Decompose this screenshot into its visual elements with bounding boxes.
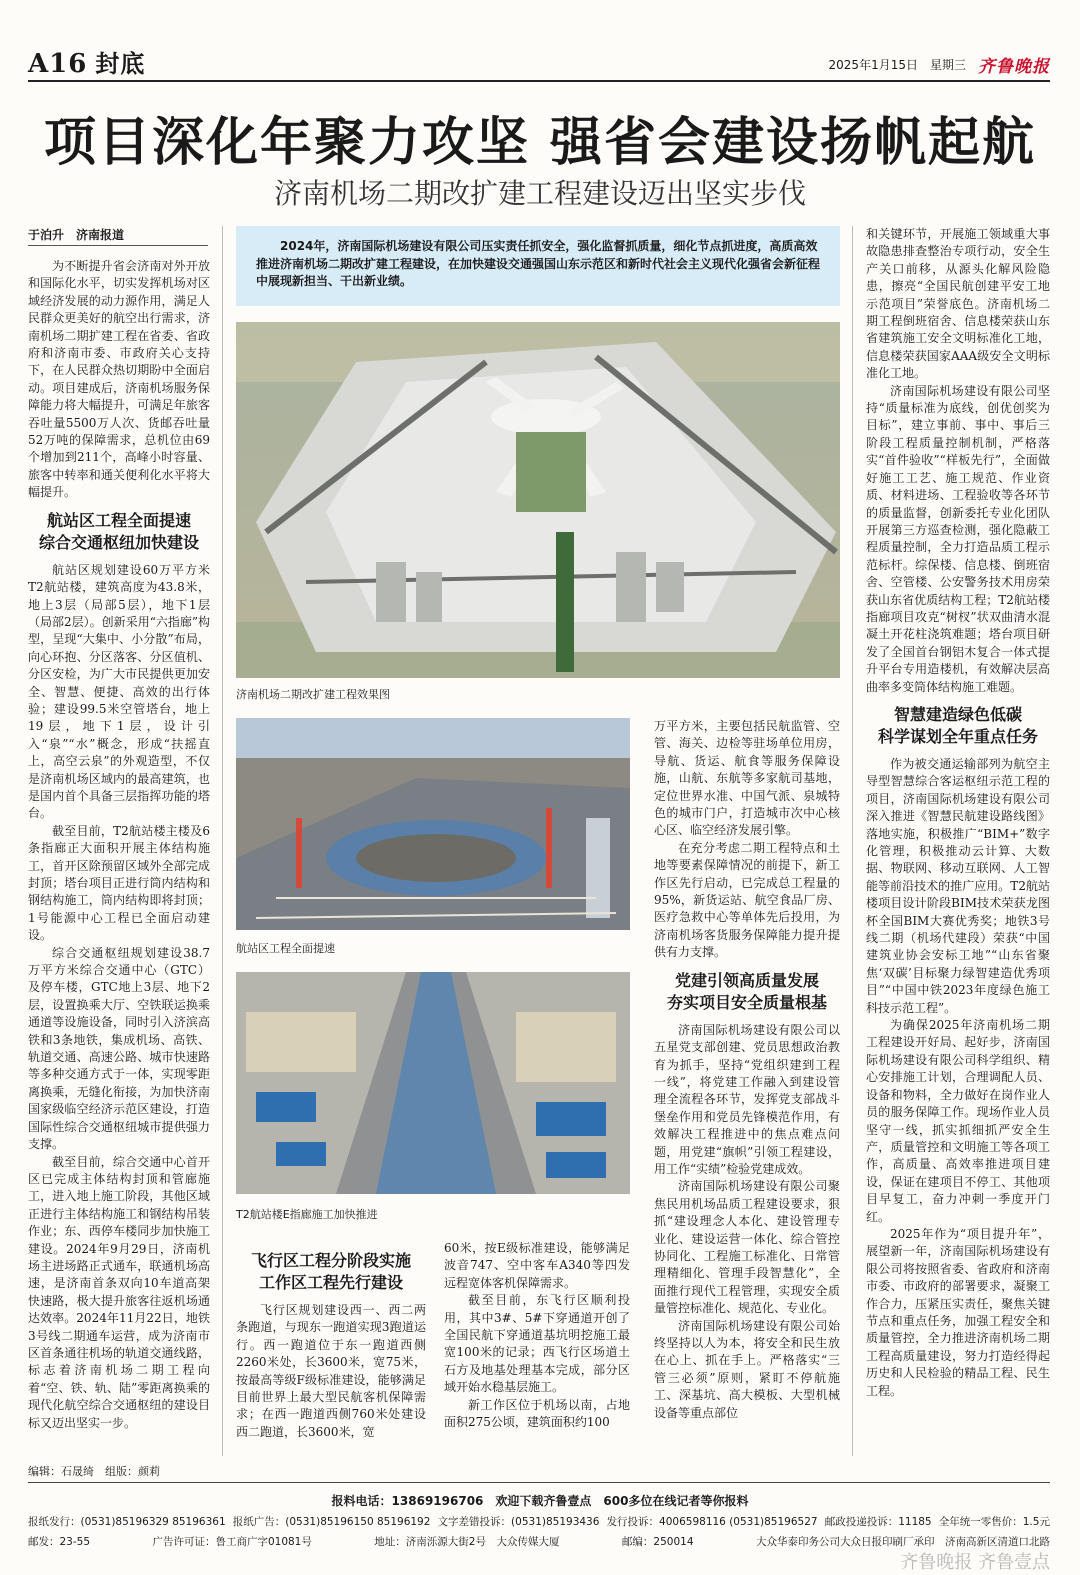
footer-item: 发行投诉：4006598116 (0531)85196527	[606, 1516, 818, 1528]
column-2	[236, 1250, 426, 1441]
paragraph: 济南国际机场建设有限公司始终坚持以人为本，将安全和民生放在心上、抓在手上。严格落实“三管三必须”原则，紧盯不停航施工、深基坑、高大模板、大型机械设备等重点部位	[654, 1318, 840, 1420]
page-number	[28, 44, 145, 79]
issue-date: 2025年1月15日	[828, 58, 918, 72]
page-label: A16	[28, 49, 88, 79]
footer-item: 广告许可证：鲁工商广字01081号	[152, 1536, 312, 1548]
paragraph: 截至目前，东飞行区顺利投用，其中3#、5#下穿通道开创了全国民航下穿通道基坑明挖施工最宽100米的记录；西飞行区场道土石方及地基处理基本完成，部分区域开始水稳基层施工。	[444, 1293, 630, 1395]
watermark: 齐鲁晚报 齐鲁壹点	[900, 1552, 1050, 1573]
photo-caption: 航站区工程全面提速	[236, 942, 335, 955]
issue-weekday: 星期三	[929, 58, 966, 72]
header-rule	[28, 80, 1050, 82]
e-concourse-photo	[236, 972, 630, 1194]
paragraph: 济南国际机场建设有限公司以五星党支部创建、党员思想政治教育为抓手，坚持“党组织建到工程一线”，将党建工作融入到建设管理全流程各环节，发挥党支部战斗堡垒作用和党员先锋模范作用，有效解决工程推进中的焦点难点问题，用党建“旗帜”引领工程建设，用工作“实绩”检验党建成效。	[654, 1022, 840, 1176]
headline: 项目深化年聚力攻坚 强省会建设扬帆起航	[43, 112, 1037, 173]
paragraph: 飞行区规划建设西一、西二两条跑道，与现东一跑道实现3跑道运行。西一跑道位于东一跑道西侧2260米处，长3600米，宽75米，按最高等级F级标准建设，能够满足目前世界上最大型民航客机保障需求；在西一跑道西侧760米处建设西二跑道，长3600米，宽	[236, 1303, 426, 1439]
paragraph: 作为被交通运输部列为航空主导型智慧综合客运枢纽示范工程的项目，济南国际机场建设有限公司深入推进《智慧民航建设路线图》落地实施，积极推广“BIM+”数字化管理，积极推动云计算、大数据、物联网、移动互联网、人工智能等前沿技术的推广应用。T2航站楼项目设计阶段BIM技术荣获龙图杯全国BIM大赛优秀奖；地铁3号线二期（机场代建段）荣获“中国建筑业协会安标工地”“山东省聚焦‘双碳’目标聚力绿智建造优秀项目”“中国中铁2023年度绿色施工科技示范工程”。	[866, 756, 1050, 1015]
column-3	[444, 1240, 630, 1431]
photo-caption: T2航站楼E指廊施工加快推进	[236, 1208, 378, 1221]
footer-item: 文字差错投诉：(0531)85193436	[437, 1516, 600, 1528]
paragraph: 和关键环节，开展施工领域重大事故隐患排查整治专项行动，安全生产关口前移，从源头化解风险隐患，擦亮“全国民航创建平安工地示范项目”荣誉底色。济南机场二期工程倒班宿舍、信息楼荣获山东省建筑施工安全文明标准化工地，信息楼荣获国家AAA级安全文明标准化工地。	[866, 227, 1050, 381]
paragraph: 截至目前，T2航站楼主楼及6条指廊正大面积开展主体结构施工，首开区除预留区域外全部完成封顶；塔台项目正进行筒内结构和钢结构施工，筒内结构即将封顶；1号能源中心工程已全面启动建设。	[28, 823, 210, 943]
paragraph: 新工作区位于机场以南，占地面积275公顷，建筑面积约100	[444, 1397, 630, 1430]
masthead-info	[829, 52, 1050, 77]
column-divider	[222, 226, 223, 1456]
footer-item: 地址：济南泺源大街2号 大众传媒大厦	[374, 1536, 560, 1548]
section-heading: 党建引领高质量发展 夯实项目安全质量根基	[666, 970, 827, 1012]
column-4	[654, 718, 840, 1422]
column-5	[866, 226, 1050, 1400]
photo-caption: 济南机场二期改扩建工程效果图	[236, 688, 390, 701]
footer-item: 邮发：23-55	[28, 1536, 91, 1548]
paragraph: 60米，按E级标准建设，能够满足波音747、空中客车A340等四发远程宽体客机保障需求。	[444, 1241, 630, 1290]
footer-contacts	[28, 1514, 1050, 1529]
tip-hotline: 报料电话：13869196706 欢迎下载齐鲁壹点 600多位在线记者等你报料	[331, 1494, 749, 1508]
column-1	[28, 258, 210, 1432]
footer-item: 邮政投递投诉：11185	[824, 1516, 932, 1528]
paragraph: 航站区规划建设60万平方米T2航站楼，建筑高度为43.8米，地上3层（局部5层），地下1层（局部2层）。创新采用“六指廊”构型，呈现“大集中、小分散”布局，向心环抱、分区落客、分区值机、分区安检，为广大市民提供更加安全、智慧、便捷、高效的出行体验；建设99.5米空管塔台，地上19层，地下1层，设计引入“泉”“水”概念，形成“扶摇直上，高空云泉”的外观造型，不仅是济南机场区域内的最高建筑，也是国内首个具备三层指挥功能的塔台。	[28, 562, 210, 821]
editor-credit: 编辑：石晟绮 组版：颜莉	[28, 1465, 160, 1478]
section-heading: 航站区工程全面提速 综合交通枢纽加快建设	[38, 510, 199, 552]
paragraph: 济南国际机场建设有限公司坚持“质量标准为底线，创优创奖为目标”，建立事前、事中、事后三阶段工程质量控制机制，严格落实“首件验收”“样板先行”，全面做好施工工艺、施工规范、作业资质、材料进场、工程验收等各环节的质量监督，创新委托专业化团队开展第三方巡查检测，强化隐蔽工程质量控制，全力打造品质工程示范标杆。综保楼、信息楼、倒班宿舍、空管楼、公安警务技术用房荣获山东省优质结构工程；T2航站楼指廊项目攻克“树杈”状双曲清水混凝土开花柱浇筑难题；塔台项目研发了全国首台钢铝木复合一体式提升平台专用造楼机，有效解决层高曲率多变筒体结构施工难题。	[866, 383, 1050, 694]
footer-item: 报纸发行：(0531)85196329 85196361	[28, 1516, 226, 1528]
paragraph: 济南国际机场建设有限公司聚焦民用机场品质工程建设要求，狠抓“建设理念人本化、建设管理专业化、建设运营一体化、综合管控协同化、工程施工标准化、日常管理精细化、管理手段智慧化”，全面推行现代工程管理，实现安全质量管控标准化、规范化、专业化。	[654, 1179, 840, 1316]
column-divider	[852, 226, 853, 1456]
footer-item: 邮编：250014	[621, 1536, 694, 1548]
paragraph: 截至目前，综合交通中心首开区已完成主体结构封顶和管廊施工，进入地上施工阶段，其他区域正进行主体结构施工和钢结构吊装作业；东、西停车楼同步加快施工建设。2024年9月29日，济南机场主进场路正式通车，联通机场高速，是济南首条双向10车道高架快速路，极大提升旅客往返机场通达效率。2024年11月22日，地铁3号线二期通车运营，成为济南市区首条通往机场的轨道交通线路，标志着济南机场二期工程向着“空、铁、轨、陆”零距离换乘的现代化航空综合交通枢纽的建设目标又迈出坚实一步。	[28, 1154, 210, 1430]
section-heading: 飞行区工程分阶段实施 工作区工程先行建设	[250, 1251, 411, 1292]
footer-info	[28, 1534, 1050, 1549]
footer-item: 大众华泰印务公司大众日报印刷厂承印 济南高新区清道口北路	[755, 1536, 1050, 1548]
section-heading: 智慧建造绿色低碳 科学谋划全年重点任务	[877, 704, 1038, 746]
paragraph: 在充分考虑二期工程特点和土地等要素保障情况的前提下，新工作区先行启动，已完成总工程量的95%，新货运站、航空食品厂房、医疗急救中心等单体先后投用，为济南机场客货服务保障能力提升提供有力支撑。	[654, 840, 840, 960]
footer-rule	[28, 1482, 1050, 1483]
airport-rendering-photo	[236, 322, 840, 678]
paragraph: 2025年作为“项目提升年”，展望新一年，济南国际机场建设有限公司将按照省委、省政府和济南市委、市政府的部署要求，凝聚工作合力，压紧压实责任，聚焦关键节点和重点任务，加强工程安全和质量管控，全力推进济南机场二期工程高质量建设，努力打造经得起历史和人民检验的精品工程、民生工程。	[866, 1226, 1050, 1398]
paragraph: 为确保2025年济南机场二期工程建设开好局、起好步，济南国际机场建设有限公司科学组织、精心安排施工计划，合理调配人员、设备和物料，全力做好在岗作业人员的服务保障工作。现场作业人员坚守一线，抓实抓细抓严安全生产，质量管控和文明施工等各项工作，高质量、高效率推进项目建设，保证在建项目不停工、其他项目早复工，奋力冲刺一季度开门红。	[866, 1018, 1050, 1224]
terminal-construction-photo	[236, 718, 630, 930]
section-label: 封底	[95, 49, 146, 78]
paragraph: 综合交通枢纽规划建设38.7万平方米综合交通中心（GTC）及停车楼，GTC地上3层、地下2层，设置换乘大厅、空铁联运换乘通道等设施设备，同时引入济滨高铁和3条地铁，集成机场、高铁、轨道交通、高速公路、城市快速路等多种交通方式于一体，实现零距离换乘，无缝化衔接，为加快济南国家级临空经济示范区建设，打造国际性综合交通枢纽城市提供强力支撑。	[28, 945, 210, 1152]
footer-item: 报纸广告：(0531)85196150 85196192	[232, 1516, 431, 1528]
lead-paragraph: 2024年，济南国际机场建设有限公司压实责任抓安全，强化监督抓质量，细化节点抓进度，高质高效推进济南机场二期改扩建工程建设，在加快建设交通强国山东示范区和新时代社会主义现代化强省会新征程中展现新担当、干出新业绩。	[236, 226, 840, 306]
subheadline: 济南机场二期改扩建工程建设迈出坚实步伐	[273, 177, 806, 210]
byline: 于泊升 济南报道	[28, 226, 208, 246]
footer-item: 全年统一零售价：1.5元	[938, 1516, 1050, 1528]
paragraph: 万平方米，主要包括民航监管、空管、海关、边检等驻场单位用房，导航、货运、航食等服务保障设施，山航、东航等多家航司基地，定位世界水准、中国气派、泉城特色的城市门户，打造城市次中心核心区、临空经济发展引擎。	[654, 719, 840, 838]
paper-logo: 齐鲁晚报	[978, 57, 1050, 77]
paragraph: 为不断提升省会济南对外开放和国际化水平，切实发挥机场对区域经济发展的动力源作用，满足人民群众更美好的航空出行需求，济南机场二期扩建工程在省委、省政府和济南市委、市政府关心支持下，在人民群众热切期盼中全面启动。项目建成后，济南机场服务保障能力将大幅提升，可满足年旅客吞吐量5500万人次、货邮吞吐量52万吨的保障需求，总机位由69个增加到211个，高峰小时容量、旅客中转率和通关便利化水平将大幅提升。	[28, 259, 210, 500]
